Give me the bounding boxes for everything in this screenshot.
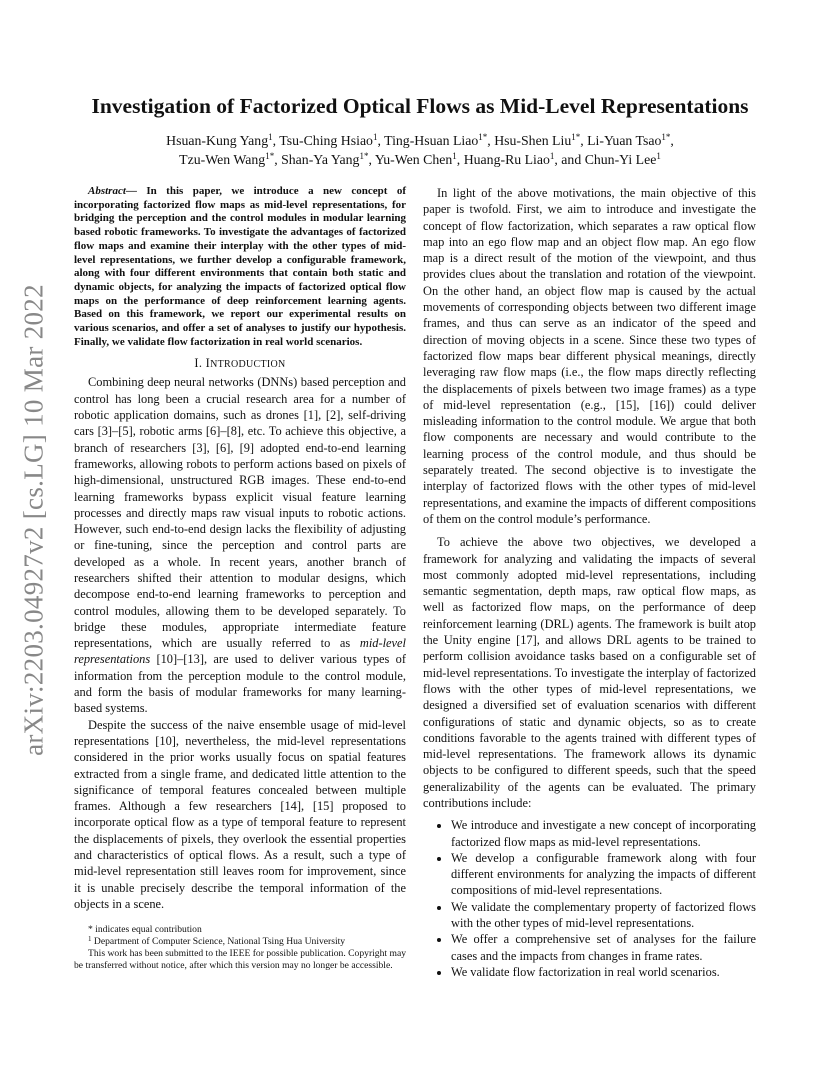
footnote-ieee-notice: This work has been submitted to the IEEE for possible publication. Copyright may be transferred without notice, after which this version may no longer be accessible. — [74, 948, 406, 972]
list-item: • We validate flow factorization in real world scenarios. — [451, 964, 756, 980]
author-list: Hsuan-Kung Yang$^1$, Tsu-Ching Hsiao$^1$, Ting-Hsuan Liao$^{1*}$, Hsu-Shen Liu$^{1*}$, Li-Yuan Tsao$^{1*}$, Tzu-Wen Wang$^{1*}$, Shan-Ya Yang$^{1*}$, Yu-Wen Chen$^1$, Huang-Ru Liao$^1$, and Chun-Yi Lee$^1$ — [166, 132, 674, 167]
intro-paragraph-4: To achieve the above two objectives, we developed a framework for analyzing and validating the impacts of several most commonly adopted mid-level representations, including semantic segmentation, depth maps, raw optical flow maps, as well as factorized flow maps, on the performance of deep reinforcement learning (DRL) agents. The framework is built atop the Unity engine [17], and allows DRL agents to be trained to perform collision avoidance tasks based on a configurable set of mid-level representations. To investigate the interplay of factorized flows with the other types of mid-level representations, we designed a diversified set of evaluation scenarios with different configurations of static and dynamic objects, so as to create conditions favorable to the agents trained with different types of mid-level representations. The framework allows its dynamic objects to be configured to different speeds, such that the speed generalizability of the agents can be evaluated. The primary contributions include: — [423, 535, 756, 810]
abstract: Abstract— In this paper, we introduce a new concept of incorporating factorized flow maps as mid-level representations, for bridging the perception and the control modules in modular learning based robotic frameworks. To investigate the advantages of factorized flow maps and examine their interplay with the other types of mid-level representations, we further develop a configurable framework, along with four different environments that contain both static and dynamic objects, for analyzing the impacts of factorized optical flow maps on the performance of deep reinforcement learning agents. Based on this framework, we report our experimental results on various scenarios, and offer a set of analyses to justify our hypothesis. Finally, we validate flow factorization in real world scenarios. — [74, 185, 407, 348]
footnote-affiliation: $^1$ Department of Computer Science, National Tsing Hua University — [88, 935, 346, 948]
section-heading-introduction: I. INTRODUCTION — [194, 356, 286, 371]
contribution-list — [423, 817, 756, 980]
intro-paragraph-3: In light of the above motivations, the main objective of this paper is twofold. First, we aim to introduce and investigate the concept of flow factorization, which separates a raw optical flow map into an ego flow map and an object flow map. An ego flow map is a direct result of the motion of the viewpoint, and thus provides clues about the translation and rotation of the viewpoint. On the other hand, an object flow map is caused by the actual movements of corresponding objects between two different image frames, and thus can serve as an indicator of the speed and direction of moving objects in a scene. Since these two types of factorized flow maps bear different physical meanings, directly leveraging raw flow maps (i.e., the flow maps directly reflecting the displacements of pixels between two image frames) as a type of mid-level representation (e.g., [15], [16]) could deliver misleading information to the control module. We argue that both flow components are necessary and would contribute to the learning process of the control module, and thus should be separately treated. The second objective is to investigate the interplay of factorized flows with the other types of mid-level representations, and examine the impacts of different compositions of them on the control module’s performance. — [423, 186, 756, 526]
list-item: • We develop a configurable framework along with four different environments for analyzing the impacts of different compositions of mid-level representations. — [451, 850, 756, 899]
list-item: • We validate the complementary property of factorized flows with the other types of mid-level representations. — [451, 899, 756, 932]
intro-paragraph-2: Despite the success of the naive ensemble usage of mid-level representations [10], nevertheless, the mid-level representations considered in the prior works usually focus on spatial features extracted from a single frame, and dedicated little attention to the significance of temporal features concealed between multiple frames. Although a few researchers [14], [15] proposed to incorporate optical flow as a type of temporal feature to represent the displacements of pixels, they overlook the essential properties and characteristics of optical flows. As a result, such a type of mid-level representation still leaves room for improvement, since it is unable precisely describe the temporal information of the objects in a scene. — [74, 717, 406, 911]
intro-paragraph-1: Combining deep neural networks (DNNs) based perception and control has long been a crucial research area for a number of robotic application domains, such as drones [1], [2], self-driving cars [3]–[5], robotic arms [6]–[8], etc. To achieve this objective, a branch of researchers [3], [6], [9] adopted end-to-end learning frameworks, allowing robots to perform actions based on pixels of high-dimensional, unstructured RGB images. These end-to-end learning frameworks bypass explicit visual feature learning processes and directly maps raw visual inputs to robotic actions. However, such end-to-end design lacks the flexibility of adjusting or fine-tuning, since the perception and control parts are developed as a whole. In recent years, another branch of researchers shifted their attention to modular designs, which decompose end-to-end learning frameworks to perception and control modules, allowing them to be developed separately. To bridge these modules, appropriate intermediate feature representations, which are usually referred to as mid-level representations [10]–[13], are used to deliver various types of information from the perception module to the control module, and form the basis of modular frameworks for many learning-based systems. — [74, 375, 406, 716]
footnotes — [74, 924, 406, 972]
footnote-equal-contribution: * indicates equal contribution — [88, 924, 202, 936]
list-item: • We offer a comprehensive set of analyses for the failure cases and the impacts from changes in frame rates. — [451, 931, 756, 964]
list-item: • We introduce and investigate a new concept of incorporating factorized flow maps as mid-level representations. — [451, 817, 756, 850]
right-column — [423, 185, 756, 980]
arxiv-identifier: arXiv:2203.04927v2 [cs.LG] 10 Mar 2022 — [18, 284, 49, 756]
paper-title: Investigation of Factorized Optical Flows as Mid-Level Representations — [91, 94, 749, 118]
left-column — [74, 185, 406, 972]
